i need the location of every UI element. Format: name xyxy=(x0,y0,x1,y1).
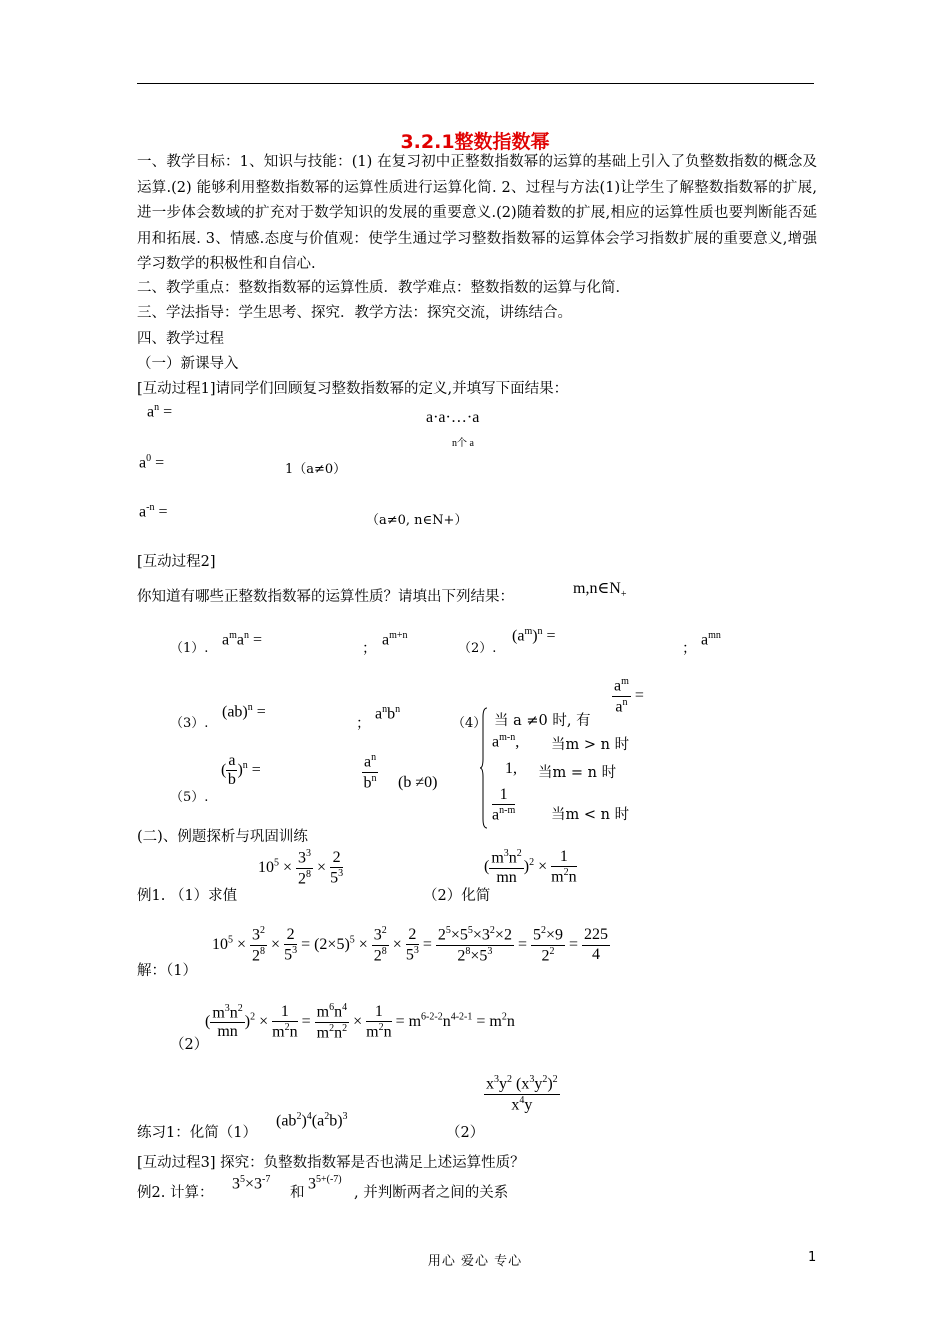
p2-rhs: $a^{mn}$ xyxy=(701,630,721,649)
section-examples: (二)、例题探析与巩固训练 xyxy=(137,829,308,845)
ex1-label: 例1. （1）求值 xyxy=(137,888,238,904)
section-new-lesson: （一）新课导入 xyxy=(137,356,239,372)
solution-2-label: （2） xyxy=(170,1037,209,1053)
case-when-a: 当 a ≠0 时, 有 xyxy=(494,713,591,729)
case1-cond: 当m > n 时 xyxy=(551,737,630,753)
methods: 三、学法指导：学生思考、探究．教学方法：探究交流，讲练结合。 xyxy=(137,305,572,321)
practice-1-expr: $(ab^2)^4(a^2b)^3$ xyxy=(276,1111,348,1130)
def-a0-lhs: $a^0$ = xyxy=(139,453,165,472)
p3-label: （3）. xyxy=(170,716,209,731)
p3-semi: ； xyxy=(356,716,371,732)
case3-cond: 当m < n 时 xyxy=(551,807,630,823)
header-rule xyxy=(137,83,814,84)
case1-expr: $a^{m-n}$, xyxy=(492,732,520,751)
practice-2-expr: $\frac{x^3y^2 (x^3y^2)^2}{x^4y}$ xyxy=(486,1074,558,1114)
p2-label: （2）. xyxy=(458,641,497,656)
case2-expr: 1, xyxy=(505,760,517,777)
ex1-expr: $10^5$ × $\frac{3^3}{2^8}$ × $\frac{2}{5^3}$ xyxy=(258,848,344,888)
ex2-and: 和 xyxy=(290,1185,305,1201)
p1-semi: ； xyxy=(362,641,377,657)
ex2-tail: , 并判断两者之间的关系 xyxy=(354,1185,509,1201)
p2-lhs: $(a^m)^n$ = xyxy=(512,626,556,645)
def-a0-value: 1（a≠0） xyxy=(285,462,347,477)
page-footer: 用心 爱心 专心 xyxy=(427,1254,523,1269)
p5-cond: (b ≠0) xyxy=(398,774,438,791)
key-points: 二、教学重点：整数指数幂的运算性质．教学难点：整数指数的运算与化简． xyxy=(137,280,630,296)
p5-label: （5）. xyxy=(170,790,209,805)
p5-rhs: $\frac{a^n}{b^n}$ xyxy=(363,752,377,792)
p4-label: （4） xyxy=(452,716,487,731)
interactive-2: [互动过程2] xyxy=(137,554,216,570)
practice-1-label: 练习1：化简（1） xyxy=(137,1125,257,1141)
page-number: 1 xyxy=(808,1250,817,1265)
def-aneg-value: （a≠0, n∈N+） xyxy=(366,513,468,528)
p1-rhs: $a^{m+n}$ xyxy=(382,630,408,649)
ex2-expr-1: $3^5\times 3^{-7}$ xyxy=(232,1174,271,1193)
def-an-lhs: $a^n$ = xyxy=(147,402,173,421)
interactive-3: [互动过程3] 探究：负整数指数幂是否也满足上述运算性质？ xyxy=(137,1155,525,1171)
p2-semi: ； xyxy=(682,641,697,657)
ex1-2-expr: ( $\frac{m^3n^2}{mn}$ )$^2$ × $\frac{1}{m^2n}$ xyxy=(484,848,577,886)
def-an-under: n个 a xyxy=(452,438,474,449)
p4-frac: $\frac{a^m}{a^n}$ = xyxy=(614,676,644,716)
p3-lhs: (ab)$^n$ = xyxy=(222,702,266,721)
cases-brace xyxy=(480,707,488,829)
interactive-1: [互动过程1]请同学们回顾复习整数指数幂的定义,并填写下面结果： xyxy=(137,381,569,397)
p1-label: （1）. xyxy=(170,641,209,656)
def-an-value: a·a·…·a xyxy=(426,409,480,426)
ex1-2-label: （2）化简 xyxy=(423,888,491,904)
solution-2-expr: ( $\frac{m^3n^2}{mn}$ )$^2$ × $\frac{1}{m^2n}$ = $\frac{m^6n^4}{m^2n^2}$ × $\frac{1}{m^2n}$ = $m^{6-2-2}n^{4-2-1} = m^2n$ xyxy=(205,1002,515,1042)
cond-mn: $m,n\in N_+$ xyxy=(573,580,627,601)
ex2-expr-2: $3^{5+(-7)}$ xyxy=(308,1174,342,1193)
p3-rhs: $a^nb^n$ xyxy=(375,704,401,723)
case2-cond: 当m = n 时 xyxy=(538,765,617,781)
solution-1-expr: $10^5$ × $\frac{3^2}{2^8}$ × $\frac{2}{5^3}$ = $(2\times 5)^5$ × $\frac{3^2}{2^8}$ × $\frac{2}{5^3}$ = $\frac{2^5\times 5^5\times 3^2\times 2}{2^8\times 5^3}$ = $\frac{5^2\times 9}{2^2}$ = $\frac{225}{4}$ xyxy=(212,925,609,965)
page-title: 3.2.1整数指数幂 xyxy=(400,131,550,153)
solution-label: 解：（1） xyxy=(137,963,197,979)
p5-lhs: ( $\frac{a}{b}$ )$^n$ = xyxy=(221,752,261,789)
p1-lhs: $a^ma^n$ = xyxy=(222,630,263,649)
question-2: 你知道有哪些正整数指数幂的运算性质？请填出下列结果： xyxy=(137,589,514,605)
ex2-label: 例2. 计算： xyxy=(137,1185,214,1201)
case3-expr: $\frac{1}{a^{n-m}}$ xyxy=(492,786,516,824)
practice-2-label: （2） xyxy=(446,1125,485,1141)
process-heading: 四、教学过程 xyxy=(137,331,224,347)
def-aneg-lhs: $a^{-n}$ = xyxy=(139,502,168,521)
objectives-paragraph: 一、教学目标：1、知识与技能：(1) 在复习初中正整数指数幂的运算的基础上引入了负整数指数的概念及运算.(2) 能够利用整数指数幂的运算性质进行运算化简. 2、过程与方法(1)让学生了解整数指数幂的扩展,进一步体会数域的扩充对于数学知识的发展的重要意义.(2)随着数的扩展,相应的运算性质也要判断能否延用和拓展. 3、情感.态度与价值观：使学生通过学习整数指数幂的运算体会学习指数扩展的重要意义,增强学习数学的积极性和自信心. xyxy=(137,154,817,272)
